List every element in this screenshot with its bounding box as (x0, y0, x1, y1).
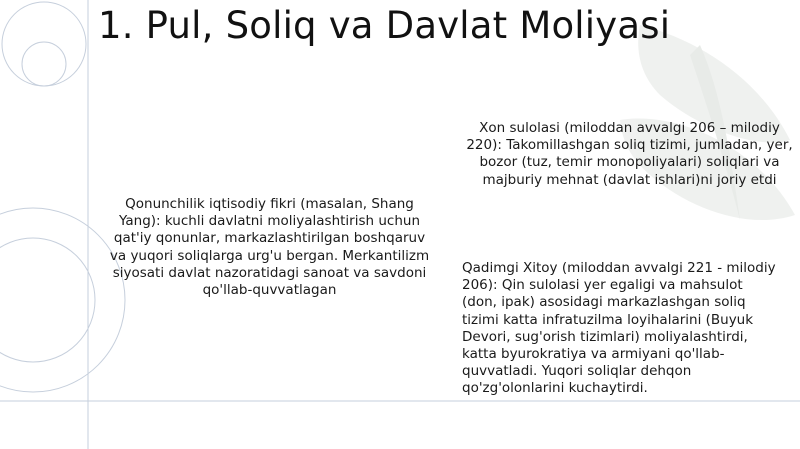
decor-circle-mid (0, 238, 95, 362)
text-block-qadimgi-xitoy: Qadimgi Xitoy (miloddan avvalgi 221 - milodiy 206): Qin sulolasi yer egaligi va mahsulot (don, ipak) asosidagi markazlashgan soliq tizimi katta infratuzilma loyihalarini (Buyuk Devori, sug'orish tizimlari) moliyalashtirdi, katta byurokratiya va armiyani qo'llab-quvvatladi. Yuqori soliqlar dehqon qo'zg'olonlarini kuchaytirdi. (462, 260, 776, 397)
text-block-xon-sulolasi: Xon sulolasi (miloddan avvalgi 206 – milodiy 220): Takomillashgan soliq tizimi, jumladan, yer, bozor (tuz, temir monopoliyalari) soliqlari va majburiy mehnat (davlat ishlari)ni joriy etdi (466, 120, 793, 188)
decor-circle-inner (22, 42, 66, 86)
text-block-qonunchilik: Qonunchilik iqtisodiy fikri (masalan, Shang Yang): kuchli davlatni moliyalashtirish uchun qat'iy qonunlar, markazlashtirilgan boshqaruv va yuqori soliqlarga urg'u bergan. Merkantilizm siyosati davlat nazoratidagi sanoat va savdoni qo'llab-quvvatlagan (109, 196, 430, 299)
decor-circle-outer (2, 2, 86, 86)
slide-title: 1. Pul, Soliq va Davlat Moliyasi (98, 4, 671, 47)
